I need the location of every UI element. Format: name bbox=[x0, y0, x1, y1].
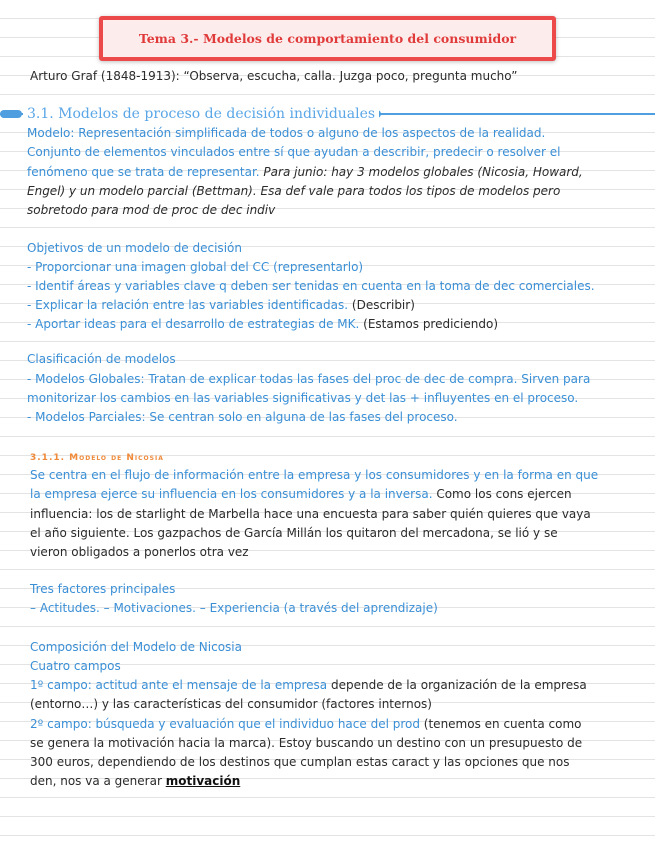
objetivo-item-note: (Describir) bbox=[348, 298, 415, 312]
section-header bbox=[0, 103, 655, 125]
campo-1 bbox=[30, 676, 587, 695]
factores-items: – Actitudes. – Motivaciones. – Experiencia (a través del aprendizaje) bbox=[30, 601, 438, 615]
clasificacion-line: monitorizar los cambios en las variables significativas y det las + influyentes en el proceso. bbox=[27, 391, 579, 405]
objetivos-heading: Objetivos de un modelo de decisión bbox=[27, 241, 242, 255]
nicosia-line: vieron obligados a ponerlos otra vez bbox=[30, 545, 249, 559]
subsection-title: 3.1.1. Modelo de Nicosia bbox=[30, 453, 164, 463]
section-title: 3.1. Modelos de proceso de decisión individuales bbox=[23, 103, 379, 125]
campo-2-cont bbox=[30, 772, 240, 791]
title-box bbox=[99, 16, 556, 61]
composicion-heading: Composición del Modelo de Nicosia bbox=[30, 640, 242, 654]
nicosia-line: influencia: los de starlight de Marbella hace una encuesta para saber quién quieres que vaya bbox=[30, 507, 591, 521]
objetivo-item bbox=[27, 315, 498, 334]
clasificacion-line: - Modelos Globales: Tratan de explicar todas las fases del proc de dec de compra. Sirven para bbox=[27, 372, 591, 386]
objetivo-item bbox=[27, 296, 415, 315]
campo-2-label: 2º campo: búsqueda y evaluación que el individuo hace del prod bbox=[30, 717, 420, 731]
nicosia-line-note: Como los cons ejercen bbox=[432, 487, 572, 501]
clasificacion-heading: Clasificación de modelos bbox=[27, 352, 176, 366]
campo-2 bbox=[30, 715, 582, 734]
modelo-line-1: Modelo: Representación simplificada de todos o alguno de los aspectos de la realidad. bbox=[27, 126, 546, 140]
section-rule-cap bbox=[0, 110, 22, 118]
objetivo-item-text: - Explicar la relación entre las variables identificadas. bbox=[27, 298, 349, 312]
quote: Arturo Graf (1848-1913): “Observa, escucha, calla. Juzga poco, pregunta mucho” bbox=[30, 69, 518, 83]
campo-2-end: den, nos va a generar bbox=[30, 774, 166, 788]
nicosia-line-def: la empresa ejerce su influencia en los consumidores y a la inversa. bbox=[30, 487, 433, 501]
campo-2-text: (tenemos en cuenta como bbox=[419, 717, 582, 731]
modelo-line-3-def: fenómeno que se trata de representar. bbox=[27, 165, 260, 179]
objetivo-item-text: - Aportar ideas para el desarrollo de estrategias de MK. bbox=[27, 317, 360, 331]
campo-1-label: 1º campo: actitud ante el mensaje de la empresa bbox=[30, 678, 328, 692]
modelo-line-3 bbox=[27, 163, 583, 182]
objetivo-item: - Identif áreas y variables clave q deben ser tenidas en cuenta en la toma de dec comerciales. bbox=[27, 279, 595, 293]
nicosia-line: el año siguiente. Los gazpachos de García Millán los quitaron del mercadona, se lió y se bbox=[30, 526, 558, 540]
campo-2-cont: 300 euros, dependiendo de los destinos que cumplan estas caract y las opciones que nos bbox=[30, 755, 570, 769]
clasificacion-line: - Modelos Parciales: Se centran solo en alguna de las fases del proceso. bbox=[27, 410, 458, 424]
objetivo-item-note: (Estamos prediciendo) bbox=[359, 317, 498, 331]
nicosia-line bbox=[30, 485, 572, 504]
objetivo-item: - Proporcionar una imagen global del CC (representarlo) bbox=[27, 260, 364, 274]
modelo-line-2: Conjunto de elementos vinculados entre sí que ayudan a describir, predecir o resolver el bbox=[27, 145, 561, 159]
motivacion-keyword: motivación bbox=[165, 774, 241, 788]
nicosia-line: Se centra en el flujo de información entre la empresa y los consumidores y en la forma en que bbox=[30, 468, 599, 482]
modelo-line-5: sobretodo para mod de proc de dec indiv bbox=[27, 203, 276, 217]
modelo-line-4: Engel) y un modelo parcial (Bettman). Esa def vale para todos los tipos de modelos pero bbox=[27, 184, 561, 198]
modelo-line-3-note: Para junio: hay 3 modelos globales (Nicosia, Howard, bbox=[259, 165, 583, 179]
composicion-subheading: Cuatro campos bbox=[30, 659, 121, 673]
campo-2-cont: se genera la motivación hacia la marca). Estoy buscando un destino con un presupuesto de bbox=[30, 736, 583, 750]
factores-heading: Tres factores principales bbox=[30, 582, 176, 596]
page-title: Tema 3.- Modelos de comportamiento del consumidor bbox=[138, 31, 517, 46]
campo-1-text: depende de la organización de la empresa bbox=[327, 678, 587, 692]
campo-1-cont: (entorno…) y las características del consumidor (factores internos) bbox=[30, 697, 432, 711]
